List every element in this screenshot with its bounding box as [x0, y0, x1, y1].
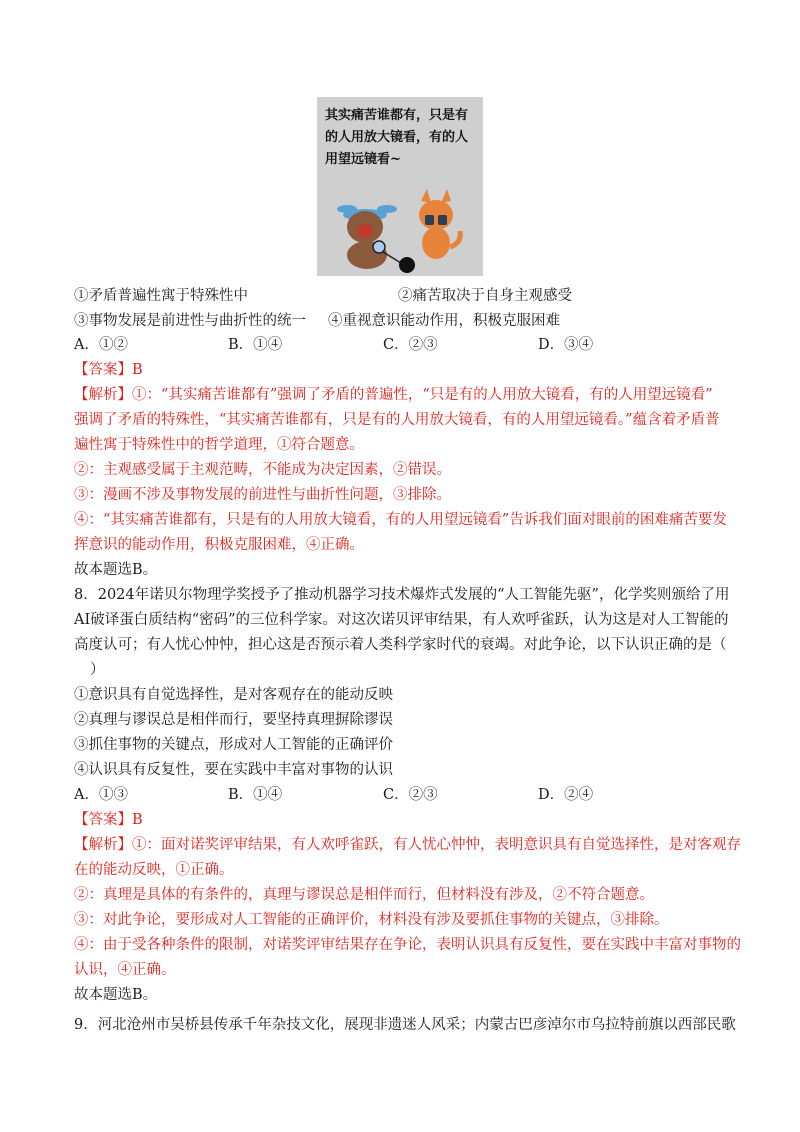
q8-stem-line: 高度认可；有人忧心忡忡，担心这是否预示着人类科学家时代的衰竭。对此争论，以下认识正确的是（	[74, 637, 727, 653]
q9-stem-line: 9．河北沧州市吴桥县传承千年杂技文化，展现非遗迷人风采；内蒙古巴彦淖尔市乌拉特前旗以西部民歌	[74, 1017, 736, 1033]
q7-statement-3: ③事物发展是前进性与曲折性的统一	[74, 313, 306, 329]
q7-analysis-line: 挥意识的能动作用，积极克服困难，④正确。	[74, 537, 364, 553]
q8-stem-line: 8．2024年诺贝尔物理学奖授予了推动机器学习技术爆炸式发展的“人工智能先驱”，化学奖则颁给了用	[74, 587, 730, 603]
comic-caption-line: 的人用放大镜看，有的人	[325, 130, 469, 145]
q8-analysis-line: ②：真理是具体的有条件的，真理与谬误总是相伴而行，但材料没有涉及，②不符合题意。	[74, 887, 654, 903]
q7-analysis-line: ④：“其实痛苦谁都有，只是有的人用放大镜看，有的人用望远镜看”告诉我们面对眼前的困难痛苦要发	[74, 512, 727, 528]
q8-option-b: B．①④	[228, 787, 283, 803]
q8-statement-4: ④认识具有反复性，要在实践中丰富对事物的认识	[74, 762, 393, 778]
q7-option-b: B．①④	[228, 337, 283, 353]
q8-analysis-line: 在的能动反映，①正确。	[74, 862, 234, 878]
q7-statement-1: ①矛盾普遍性寓于特殊性中	[74, 288, 248, 304]
comic-caption-line: 其实痛苦谁都有，只是有	[325, 108, 469, 123]
comic-illustration	[317, 97, 483, 276]
q7-option-a: A．①②	[74, 337, 128, 353]
q8-statement-2: ②真理与谬误总是相伴而行，要坚持真理摒除谬误	[74, 712, 393, 728]
q8-option-c: C．②③	[383, 787, 438, 803]
q8-analysis-line: ③：对此争论，要形成对人工智能的正确评价，材料没有涉及要抓住事物的关键点，③排除。	[74, 912, 669, 928]
q7-conclusion: 故本题选B。	[74, 562, 158, 578]
q7-statement-4: ④重视意识能动作用，积极克服困难	[328, 313, 560, 329]
dog-figure	[337, 205, 415, 273]
q7-analysis-line: 遍性寓于特殊性中的哲学道理，①符合题意。	[74, 437, 364, 453]
q7-answer: 【答案】B	[74, 362, 143, 378]
q7-option-d: D．③④	[538, 337, 594, 353]
q7-option-c: C．②③	[383, 337, 438, 353]
q8-analysis-line: ④：由于受各种条件的限制，对诺奖评审结果存在争论，表明认识具有反复性，要在实践中丰富对事物的	[74, 937, 741, 953]
q7-analysis-line: 强调了矛盾的特殊性，“其实痛苦谁都有，只是有的人用放大镜看，有的人用望远镜看。”蕴含着矛盾普	[74, 412, 720, 428]
q8-analysis-line: 认识，④正确。	[74, 962, 176, 978]
q8-analysis-line: 【解析】①：面对诺奖评审结果，有人欢呼雀跃，有人忧心忡忡，表明意识具有自觉选择性，是对客观存	[74, 837, 741, 853]
q7-statement-2: ②痛苦取决于自身主观感受	[398, 288, 572, 304]
comic-caption-line: 用望远镜看~	[325, 152, 401, 167]
q8-stem-line: AI破译蛋白质结构“密码”的三位科学家。对这次诺贝评审结果，有人欢呼雀跃，认为这是对人工智能的	[74, 612, 729, 628]
q8-option-d: D．②④	[538, 787, 594, 803]
q7-analysis-line: ③：漫画不涉及事物发展的前进性与曲折性问题，③排除。	[74, 487, 451, 503]
cat-figure	[419, 189, 460, 259]
q8-conclusion: 故本题选B。	[74, 987, 158, 1003]
q7-analysis-line: ②：主观感受属于主观范畴，不能成为决定因素，②错误。	[74, 462, 451, 478]
q8-stem-line: ）	[90, 662, 105, 678]
q8-statement-1: ①意识具有自觉选择性，是对客观存在的能动反映	[74, 687, 393, 703]
q7-analysis-line: 【解析】①：“其实痛苦谁都有”强调了矛盾的普遍性，“只是有的人用放大镜看，有的人用望远镜看”	[74, 387, 713, 403]
q8-statement-3: ③抓住事物的关键点，形成对人工智能的正确评价	[74, 737, 393, 753]
q8-answer: 【答案】B	[74, 812, 143, 828]
comic-characters	[317, 97, 483, 276]
q8-option-a: A．①③	[74, 787, 128, 803]
